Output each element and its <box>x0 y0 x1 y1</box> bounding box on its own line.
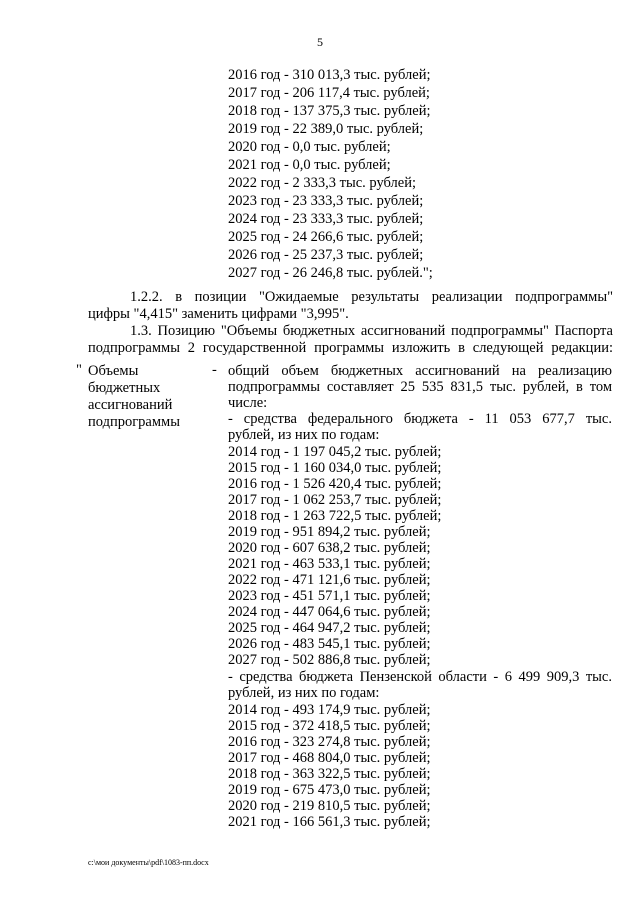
content-line: рублей, из них по годам: <box>228 685 380 701</box>
list-item: 2020 год - 607 638,2 тыс. рублей; <box>228 540 431 556</box>
list-item: 2016 год - 1 526 420,4 тыс. рублей; <box>228 476 442 492</box>
content-line: рублей, из них по годам: <box>228 427 380 443</box>
list-item: 2024 год - 447 064,6 тыс. рублей; <box>228 604 431 620</box>
list-item: 2015 год - 372 418,5 тыс. рублей; <box>228 718 431 734</box>
list-item: 2018 год - 363 322,5 тыс. рублей; <box>228 766 431 782</box>
paragraph-line: цифры "4,415" заменить цифрами "3,995". <box>88 306 349 322</box>
content-line: - средства федерального бюджета - 11 053 677,7 тыс. <box>228 411 612 427</box>
list-item: 2014 год - 493 174,9 тыс. рублей; <box>228 702 431 718</box>
list-item: 2014 год - 1 197 045,2 тыс. рублей; <box>228 444 442 460</box>
paragraph-line: 1.2.2. в позиции "Ожидаемые результаты реализации подпрограммы" <box>130 289 613 305</box>
list-item: 2022 год - 2 333,3 тыс. рублей; <box>228 175 416 191</box>
list-item: 2026 год - 25 237,3 тыс. рублей; <box>228 247 424 263</box>
list-item: 2027 год - 502 886,8 тыс. рублей; <box>228 652 431 668</box>
separator-dash: - <box>212 362 217 378</box>
list-item: 2018 год - 1 263 722,5 тыс. рублей; <box>228 508 442 524</box>
paragraph-line: подпрограммы 2 государственной программы изложить в следующей редакции: <box>88 340 613 356</box>
list-item: 2027 год - 26 246,8 тыс. рублей."; <box>228 265 433 281</box>
content-line: числе: <box>228 395 268 411</box>
list-item: 2020 год - 219 810,5 тыс. рублей; <box>228 798 431 814</box>
page-number: 5 <box>317 35 323 49</box>
list-item: 2022 год - 471 121,6 тыс. рублей; <box>228 572 431 588</box>
content-line: общий объем бюджетных ассигнований на реализацию <box>228 363 612 379</box>
list-item: 2020 год - 0,0 тыс. рублей; <box>228 139 391 155</box>
list-item: 2021 год - 166 561,3 тыс. рублей; <box>228 814 431 830</box>
list-item: 2017 год - 468 804,0 тыс. рублей; <box>228 750 431 766</box>
label-line: ассигнований <box>88 397 173 413</box>
list-item: 2019 год - 675 473,0 тыс. рублей; <box>228 782 431 798</box>
list-item: 2019 год - 951 894,2 тыс. рублей; <box>228 524 431 540</box>
list-item: 2015 год - 1 160 034,0 тыс. рублей; <box>228 460 442 476</box>
list-item: 2025 год - 464 947,2 тыс. рублей; <box>228 620 431 636</box>
list-item: 2023 год - 23 333,3 тыс. рублей; <box>228 193 424 209</box>
list-item: 2017 год - 206 117,4 тыс. рублей; <box>228 85 430 101</box>
list-item: 2016 год - 310 013,3 тыс. рублей; <box>228 67 431 83</box>
content-line: подпрограммы составляет 25 535 831,5 тыс. рублей, в том <box>228 379 612 395</box>
list-item: 2019 год - 22 389,0 тыс. рублей; <box>228 121 424 137</box>
label-line: Объемы <box>88 363 139 379</box>
paragraph-line: 1.3. Позицию "Объемы бюджетных ассигнований подпрограммы" Паспорта <box>130 323 613 339</box>
list-item: 2024 год - 23 333,3 тыс. рублей; <box>228 211 424 227</box>
list-item: 2018 год - 137 375,3 тыс. рублей; <box>228 103 431 119</box>
list-item: 2021 год - 463 533,1 тыс. рублей; <box>228 556 431 572</box>
list-item: 2023 год - 451 571,1 тыс. рублей; <box>228 588 431 604</box>
file-path-footer: c:\мои документы\pdf\1083-пп.docx <box>88 858 209 867</box>
list-item: 2026 год - 483 545,1 тыс. рублей; <box>228 636 431 652</box>
label-line: бюджетных <box>88 380 161 396</box>
content-line: - средства бюджета Пензенской области - 6 499 909,3 тыс. <box>228 669 612 685</box>
list-item: 2017 год - 1 062 253,7 тыс. рублей; <box>228 492 442 508</box>
list-item: 2021 год - 0,0 тыс. рублей; <box>228 157 391 173</box>
list-item: 2025 год - 24 266,6 тыс. рублей; <box>228 229 424 245</box>
opening-quote: " <box>76 362 82 378</box>
label-line: подпрограммы <box>88 414 180 430</box>
list-item: 2016 год - 323 274,8 тыс. рублей; <box>228 734 431 750</box>
